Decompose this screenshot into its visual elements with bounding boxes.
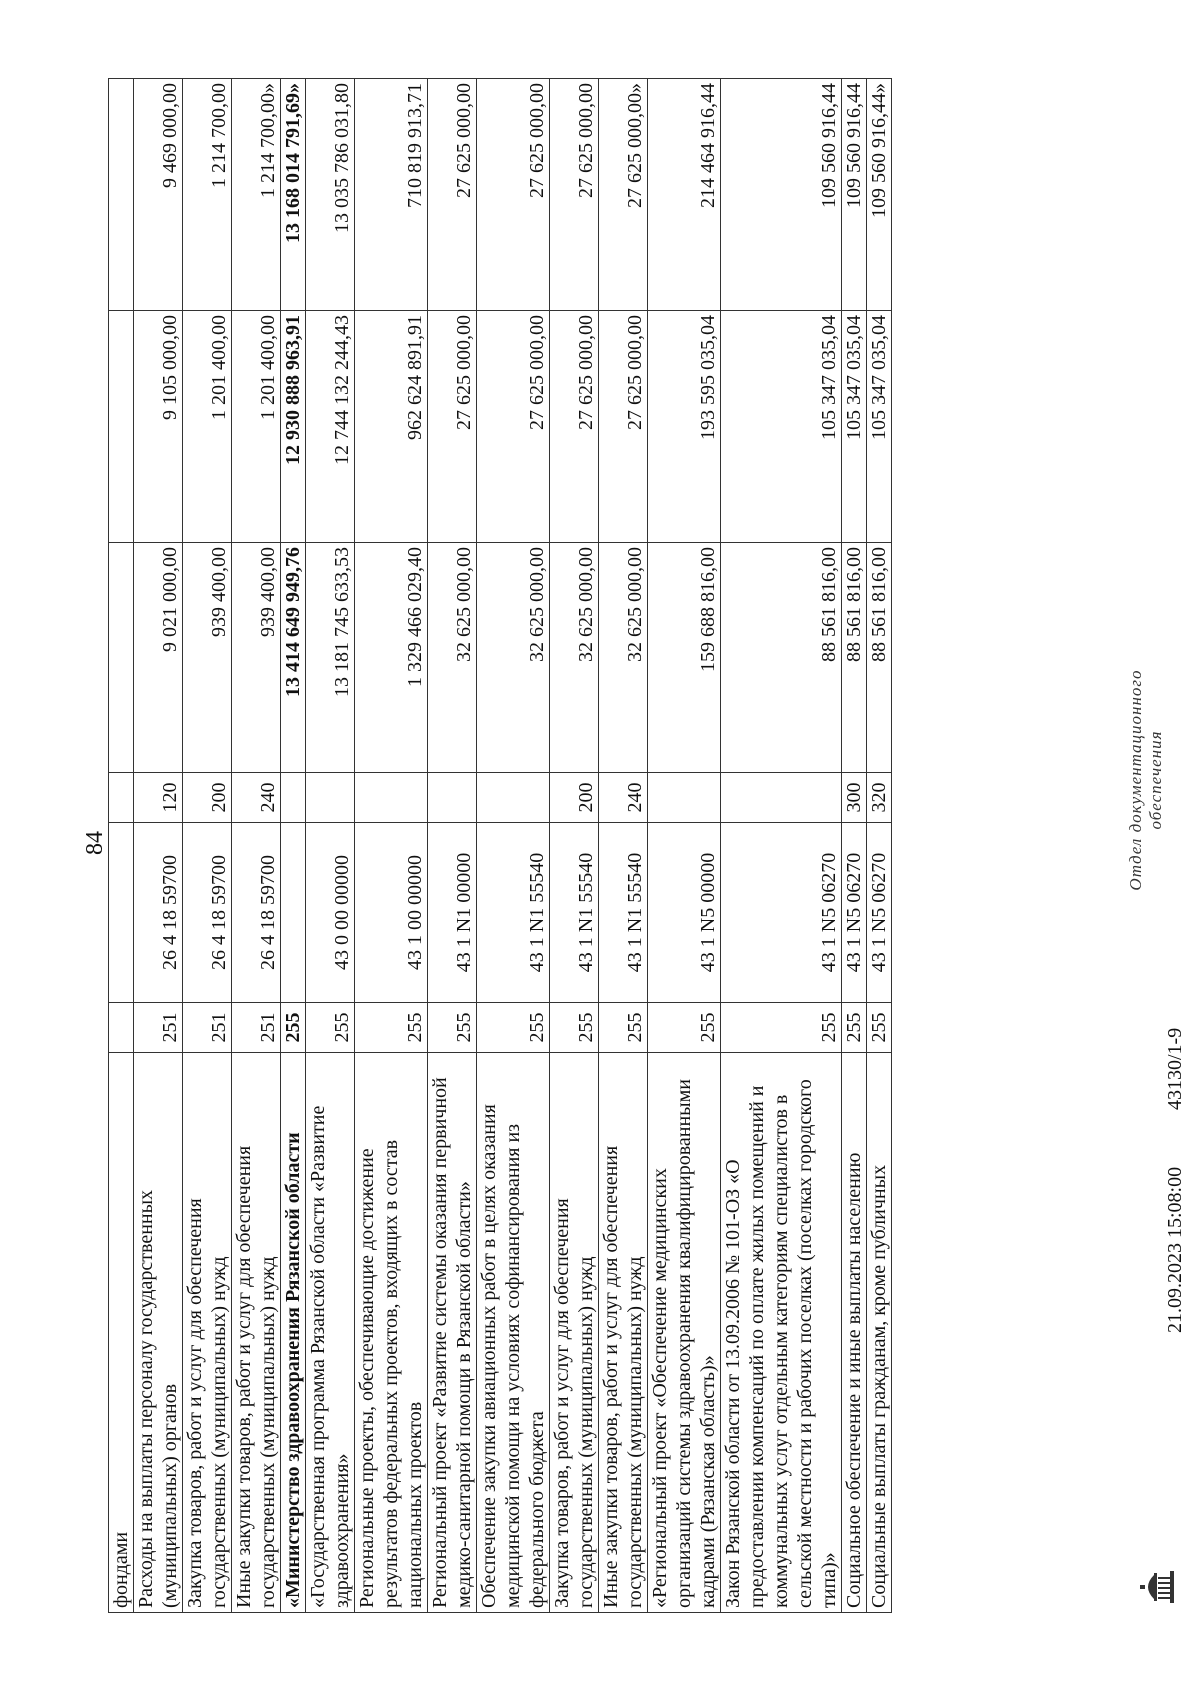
row-amount-year3: 13 035 786 031,80 xyxy=(306,79,355,311)
row-admin-code: 255 xyxy=(355,1003,428,1053)
row-admin-code: 255 xyxy=(599,1003,648,1053)
row-name: Социальные выплаты гражданам, кроме публичных xyxy=(867,1053,892,1613)
table-row xyxy=(281,79,306,1613)
row-target-article xyxy=(281,823,306,1003)
row-expense-type: 320 xyxy=(867,773,892,823)
table-row xyxy=(134,79,183,1613)
row-amount-year1 xyxy=(109,543,134,773)
table-row xyxy=(183,79,232,1613)
row-admin-code: 255 xyxy=(842,1003,867,1053)
row-expense-type xyxy=(109,773,134,823)
table-row xyxy=(477,79,550,1613)
table-row xyxy=(867,79,892,1613)
row-name: Закупка товаров, работ и услуг для обеспечения государственных (муниципальных) нужд xyxy=(183,1053,232,1613)
row-target-article: 43 1 N5 06270 xyxy=(867,823,892,1003)
row-name: Закон Рязанской области от 13.09.2006 № 101-ОЗ «О предоставлении компенсаций по оплате жилых помещений и коммунальных услуг отдельным категориям специалистов в сельской местности и рабочих поселках (поселках городского типа)» xyxy=(721,1053,842,1613)
row-amount-year2: 27 625 000,00 xyxy=(477,311,550,543)
row-expense-type xyxy=(428,773,477,823)
row-amount-year3: 27 625 000,00 xyxy=(550,79,599,311)
row-target-article: 43 1 N5 00000 xyxy=(648,823,721,1003)
row-admin-code: 251 xyxy=(134,1003,183,1053)
row-amount-year2: 962 624 891,91 xyxy=(355,311,428,543)
department-stamp xyxy=(1126,615,1166,945)
row-amount-year2: 12 744 132 244,43 xyxy=(306,311,355,543)
footer-doc-code: 43130/1-9 xyxy=(1164,1027,1186,1110)
row-amount-year3: 27 625 000,00» xyxy=(599,79,648,311)
row-amount-year1: 88 561 816,00 xyxy=(721,543,842,773)
row-amount-year3: 710 819 913,71 xyxy=(355,79,428,311)
row-target-article: 26 4 18 59700 xyxy=(183,823,232,1003)
row-amount-year1: 13 414 649 949,76 xyxy=(281,543,306,773)
row-amount-year3 xyxy=(109,79,134,311)
row-expense-type xyxy=(648,773,721,823)
row-name: Обеспечение закупки авиационных работ в целях оказания медицинской помощи на условиях софинансирования из федерального бюджета xyxy=(477,1053,550,1613)
row-amount-year1: 32 625 000,00 xyxy=(550,543,599,773)
row-target-article: 43 1 N5 06270 xyxy=(721,823,842,1003)
row-expense-type xyxy=(721,773,842,823)
row-amount-year3: 13 168 014 791,69» xyxy=(281,79,306,311)
row-amount-year2: 27 625 000,00 xyxy=(599,311,648,543)
row-amount-year2 xyxy=(109,311,134,543)
row-expense-type xyxy=(281,773,306,823)
table-row xyxy=(355,79,428,1613)
row-name: Социальное обеспечение и иные выплаты населению xyxy=(842,1053,867,1613)
table-row xyxy=(550,79,599,1613)
row-name: Иные закупки товаров, работ и услуг для обеспечения государственных (муниципальных) нужд xyxy=(599,1053,648,1613)
row-amount-year3: 109 560 916,44 xyxy=(842,79,867,311)
row-expense-type xyxy=(477,773,550,823)
row-expense-type: 200 xyxy=(550,773,599,823)
stamp-line-2: обеспечения xyxy=(1146,730,1165,830)
row-expense-type: 240 xyxy=(599,773,648,823)
row-amount-year2: 1 201 400,00 xyxy=(232,311,281,543)
row-amount-year1: 32 625 000,00 xyxy=(428,543,477,773)
stamp-line-1: Отдел документационного xyxy=(1126,669,1145,891)
table-row xyxy=(428,79,477,1613)
row-name: Региональные проекты, обеспечивающие достижение результатов федеральных проектов, входящих в состав национальных проектов xyxy=(355,1053,428,1613)
row-expense-type xyxy=(306,773,355,823)
row-admin-code: 251 xyxy=(183,1003,232,1053)
row-name: фондами xyxy=(109,1053,134,1613)
row-amount-year3: 27 625 000,00 xyxy=(477,79,550,311)
table-row xyxy=(306,79,355,1613)
row-amount-year3: 1 214 700,00 xyxy=(183,79,232,311)
footer-date: 21.09.2023 15:08:00 xyxy=(1164,1166,1186,1333)
row-admin-code: 251 xyxy=(232,1003,281,1053)
row-expense-type: 120 xyxy=(134,773,183,823)
row-target-article: 43 1 N1 55540 xyxy=(477,823,550,1003)
budget-table xyxy=(108,78,892,1613)
row-amount-year2: 9 105 000,00 xyxy=(134,311,183,543)
row-name: «Министерство здравоохранения Рязанской области xyxy=(281,1053,306,1613)
row-admin-code: 255 xyxy=(477,1003,550,1053)
row-expense-type: 200 xyxy=(183,773,232,823)
row-target-article: 43 1 N1 55540 xyxy=(599,823,648,1003)
row-target-article: 43 0 00 00000 xyxy=(306,823,355,1003)
row-amount-year2: 1 201 400,00 xyxy=(183,311,232,543)
row-amount-year2: 12 930 888 963,91 xyxy=(281,311,306,543)
row-name: «Региональный проект «Обеспечение медицинских организаций системы здравоохранения квалифицированными кадрами (Рязанская область)» xyxy=(648,1053,721,1613)
row-target-article: 43 1 N1 00000 xyxy=(428,823,477,1003)
row-amount-year1: 939 400,00 xyxy=(232,543,281,773)
table-row xyxy=(842,79,867,1613)
table-row xyxy=(721,79,842,1613)
row-target-article: 43 1 00 00000 xyxy=(355,823,428,1003)
row-target-article: 43 1 N1 55540 xyxy=(550,823,599,1003)
row-amount-year1: 9 021 000,00 xyxy=(134,543,183,773)
row-amount-year3: 109 560 916,44» xyxy=(867,79,892,311)
table-row xyxy=(109,79,134,1613)
row-target-article: 26 4 18 59700 xyxy=(134,823,183,1003)
row-amount-year1: 32 625 000,00 xyxy=(599,543,648,773)
page-number: 84 xyxy=(82,831,108,855)
row-amount-year1: 88 561 816,00 xyxy=(867,543,892,773)
row-admin-code: 255 xyxy=(428,1003,477,1053)
table-row xyxy=(232,79,281,1613)
row-name: Региональный проект «Развитие системы оказания первичной медико-санитарной помощи в Рязанской области» xyxy=(428,1053,477,1613)
row-amount-year1: 13 181 745 633,53 xyxy=(306,543,355,773)
row-amount-year3: 109 560 916,44 xyxy=(721,79,842,311)
table-row xyxy=(648,79,721,1613)
row-name: Расходы на выплаты персоналу государственных (муниципальных) органов xyxy=(134,1053,183,1613)
row-amount-year2: 27 625 000,00 xyxy=(550,311,599,543)
row-admin-code: 255 xyxy=(306,1003,355,1053)
table-row xyxy=(599,79,648,1613)
row-amount-year3: 9 469 000,00 xyxy=(134,79,183,311)
row-name: Иные закупки товаров, работ и услуг для обеспечения государственных (муниципальных) нужд xyxy=(232,1053,281,1613)
row-admin-code: 255 xyxy=(550,1003,599,1053)
row-expense-type xyxy=(355,773,428,823)
row-amount-year2: 105 347 035,04 xyxy=(721,311,842,543)
row-admin-code: 255 xyxy=(648,1003,721,1053)
row-admin-code: 255 xyxy=(867,1003,892,1053)
row-amount-year3: 1 214 700,00» xyxy=(232,79,281,311)
row-amount-year2: 105 347 035,04 xyxy=(867,311,892,543)
row-amount-year1: 1 329 466 029,40 xyxy=(355,543,428,773)
row-expense-type: 240 xyxy=(232,773,281,823)
row-amount-year2: 193 595 035,04 xyxy=(648,311,721,543)
row-name: «Государственная программа Рязанской области «Развитие здравоохранения» xyxy=(306,1053,355,1613)
row-amount-year1: 88 561 816,00 xyxy=(842,543,867,773)
row-amount-year3: 214 464 916,44 xyxy=(648,79,721,311)
page-footer xyxy=(1120,0,1200,1695)
row-amount-year1: 939 400,00 xyxy=(183,543,232,773)
row-name: Закупка товаров, работ и услуг для обеспечения государственных (муниципальных) нужд xyxy=(550,1053,599,1613)
row-amount-year2: 105 347 035,04 xyxy=(842,311,867,543)
row-expense-type: 300 xyxy=(842,773,867,823)
row-amount-year2: 27 625 000,00 xyxy=(428,311,477,543)
row-amount-year3: 27 625 000,00 xyxy=(428,79,477,311)
row-amount-year1: 32 625 000,00 xyxy=(477,543,550,773)
row-amount-year1: 159 688 816,00 xyxy=(648,543,721,773)
row-admin-code: 255 xyxy=(721,1003,842,1053)
row-target-article: 26 4 18 59700 xyxy=(232,823,281,1003)
row-target-article: 43 1 N5 06270 xyxy=(842,823,867,1003)
duma-building-emblem-icon xyxy=(1138,1567,1178,1607)
row-admin-code xyxy=(109,1003,134,1053)
row-admin-code: 255 xyxy=(281,1003,306,1053)
row-target-article xyxy=(109,823,134,1003)
